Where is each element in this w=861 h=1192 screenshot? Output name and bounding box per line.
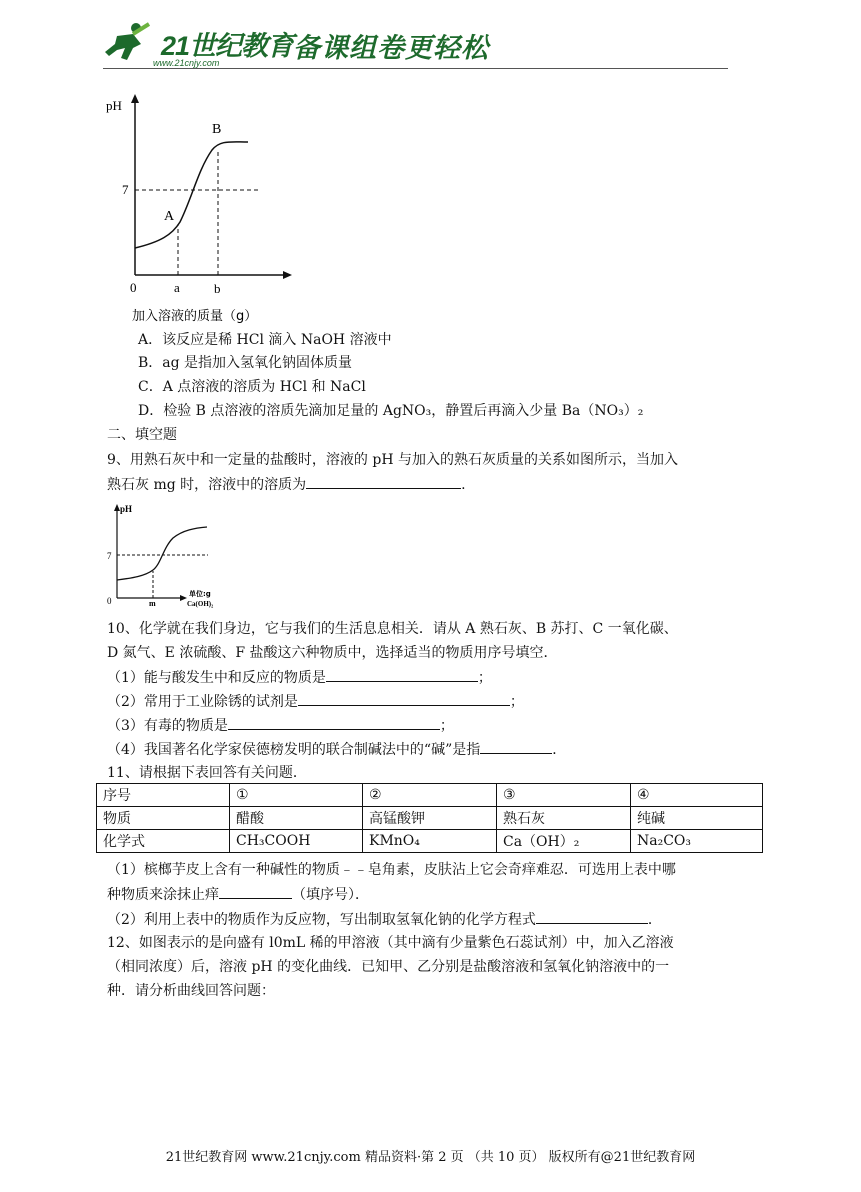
x-tick-m: m — [149, 599, 156, 608]
q11-intro: 11、请根据下表回答有关问题． — [107, 765, 307, 781]
ph-curve — [117, 527, 207, 580]
q9-text: 熟石灰 mg 时，溶液中的溶质为 — [107, 477, 307, 493]
table-row — [97, 807, 763, 830]
runner-logo-icon — [103, 20, 155, 64]
q10-sub-4-end: ． — [552, 742, 567, 758]
y-axis-label: pH — [120, 504, 133, 514]
formula-cell: Na₂CO₃ — [631, 830, 763, 853]
q10-answer-blank-3[interactable] — [228, 715, 440, 730]
table-cell: 纯碱 — [631, 807, 763, 830]
table-cell: 化学式 — [97, 830, 230, 853]
q10-sub-2-end: ； — [509, 694, 524, 710]
point-a-label: A — [164, 209, 175, 224]
q10-sub-2-text: （2）常用于工业除锈的试剂是 — [107, 694, 298, 710]
q11-sub-1-end: （填序号）． — [292, 887, 369, 903]
substance-table — [96, 783, 763, 853]
q11-sub-1-text: 种物质来涂抹止痒 — [107, 887, 219, 903]
q10-line-2: D 氮气、E 浓硫酸、F 盐酸这六种物质中，选择适当的物质用序号填空． — [107, 645, 558, 661]
y-axis-arrow — [131, 94, 139, 103]
q10-answer-blank-4[interactable] — [480, 739, 552, 754]
q10-sub-2 — [107, 691, 524, 712]
q10-sub-3 — [107, 715, 454, 736]
q11-sub-2-end: ． — [647, 912, 662, 928]
q8-option-a: A．该反应是稀 HCl 滴入 NaOH 溶液中 — [138, 332, 392, 348]
table-cell: 序号 — [97, 784, 230, 807]
x-axis-arrow — [180, 595, 187, 601]
q10-line-1: 10、化学就在我们身边，它与我们的生活息息相关．请从 A 熟石灰、B 苏打、C 一氧化碳、 — [107, 621, 678, 637]
q10-sub-4 — [107, 739, 566, 760]
q12-line-1: 12、如图表示的是向盛有 l0mL 稀的甲溶液（其中滴有少量紫色石蕊试剂）中，加入乙溶液 — [107, 935, 674, 951]
q11-sub-2-text: （2）利用上表中的物质作为反应物，写出制取氢氧化钠的化学方程式 — [107, 912, 536, 928]
q8-option-c: C．A 点溶液的溶质为 HCl 和 NaCl — [138, 379, 366, 395]
x-axis-label: Ca(OH)₂ — [187, 600, 214, 608]
y-marker-label: 7 — [107, 551, 112, 561]
x-tick-0: 0 — [107, 596, 112, 606]
page-header — [103, 18, 728, 70]
table-row — [97, 830, 763, 853]
table-cell: 物质 — [97, 807, 230, 830]
q12-line-2: （相同浓度）后，溶液 pH 的变化曲线．已知甲、乙分别是盐酸溶液和氢氧化钠溶液中的一 — [107, 959, 670, 975]
table-row — [97, 784, 763, 807]
x-tick-b: b — [214, 281, 221, 296]
q10-answer-blank-2[interactable] — [298, 691, 510, 706]
brand-slogan: 备课组卷更轻松 — [293, 33, 489, 64]
q10-sub-1 — [107, 667, 492, 688]
y-axis-label: pH — [106, 98, 122, 113]
q10-sub-3-end: ； — [439, 718, 454, 734]
section-heading: 二、填空题 — [107, 427, 177, 443]
ph-curve-chart-1 — [100, 90, 300, 330]
q10-sub-1-end: ； — [477, 670, 492, 686]
q11-sub-1-line-2 — [107, 884, 369, 905]
header-rule — [103, 68, 728, 69]
unit-label: 单位:g — [189, 590, 211, 598]
ph-curve-chart-2 — [103, 500, 253, 612]
q11-answer-blank-2[interactable] — [536, 909, 648, 924]
q9-answer-blank[interactable] — [306, 474, 461, 489]
formula-cell: KMnO₄ — [363, 830, 497, 853]
ph-curve — [135, 142, 248, 248]
table-cell: ① — [230, 784, 363, 807]
table-cell: 醋酸 — [230, 807, 363, 830]
x-axis-label: 加入溶液的质量（g） — [132, 309, 258, 324]
table-cell: 高锰酸钾 — [363, 807, 497, 830]
q9-end: . — [461, 477, 466, 493]
x-axis-arrow — [283, 271, 292, 279]
page-footer: 21世纪教育网 www.21cnjy.com 精品资料·第 2 页 （共 10 页） 版权所有@21世纪教育网 — [165, 1150, 696, 1165]
table-cell: 熟石灰 — [497, 807, 631, 830]
brand-url: www.21cnjy.com — [153, 58, 220, 68]
q11-sub-1-line-1: （1）槟榔芋皮上含有一种碱性的物质﹣﹣皂角素，皮肤沾上它会奇痒难忍．可选用上表中哪 — [107, 862, 676, 878]
x-tick-0: 0 — [130, 280, 137, 295]
q10-answer-blank-1[interactable] — [326, 667, 478, 682]
q10-sub-4-text: （4）我国著名化学家侯德榜发明的联合制碱法中的“碱”是指 — [107, 742, 481, 758]
brand-name: 21世纪教育 — [161, 31, 294, 61]
q8-option-d: D．检验 B 点溶液的溶质先滴加足量的 AgNO₃，静置后再滴入少量 Ba（NO₃）₂ — [138, 403, 644, 419]
q10-sub-1-text: （1）能与酸发生中和反应的物质是 — [107, 670, 326, 686]
formula-cell: Ca（OH）₂ — [497, 830, 631, 853]
x-tick-a: a — [174, 280, 180, 295]
table-cell: ③ — [497, 784, 631, 807]
table-cell: ② — [363, 784, 497, 807]
q8-option-b: B．ag 是指加入氢氧化钠固体质量 — [138, 355, 353, 371]
table-cell: ④ — [631, 784, 763, 807]
q11-sub-2 — [107, 909, 662, 930]
q11-answer-blank-1[interactable] — [219, 884, 292, 899]
q9-line-1: 9、用熟石灰中和一定量的盐酸时，溶液的 pH 与加入的熟石灰质量的关系如图所示，当加入 — [107, 452, 678, 468]
q9-line-2 — [107, 474, 466, 495]
point-b-label: B — [212, 122, 222, 137]
q10-sub-3-text: （3）有毒的物质是 — [107, 718, 228, 734]
formula-cell: CH₃COOH — [230, 830, 363, 853]
y-marker-label: 7 — [122, 182, 129, 197]
q12-line-3: 种．请分析曲线回答问题： — [107, 983, 275, 999]
